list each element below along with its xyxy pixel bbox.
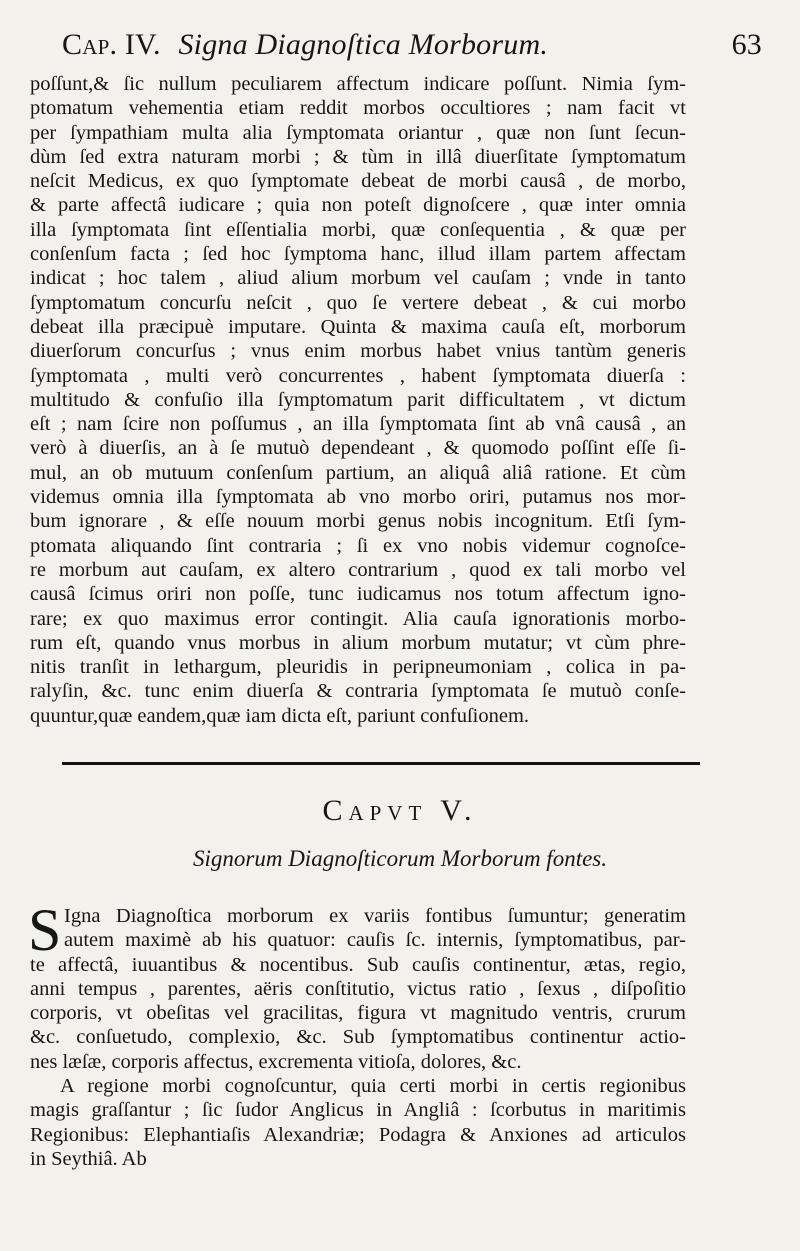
text-line: nitis tranſit in lethargum, pleuridis in peripneumoniam , colica in pa- (30, 656, 686, 679)
text-line: dùm ſed extra naturam morbi ; & tùm in illâ diuerſitate ſymptomatum (30, 145, 686, 168)
text-line: ſymptomata , multi verò concurrentes , habent ſymptomata diuerſa : (30, 364, 686, 387)
text-line: poſſunt,& ſic nullum peculiarem affectum indicare poſſunt. Nimia ſym- (30, 73, 686, 95)
text-line: ptomatum vehementia etiam reddit morbos occultiores ; nam facit vt (30, 97, 686, 120)
section-divider (62, 762, 700, 765)
text-line: & parte affectâ iudicare ; quia non poteſt dignoſcere , quæ inter omnia (30, 194, 686, 217)
text-line: rare; ex quo maximus error contingit. Alia cauſa ignorationis morbo- (30, 607, 686, 630)
text-line: multitudo & confuſio illa ſymptomatum parit difficultatem , vt dictum (30, 388, 686, 411)
text-line: conſenſum facta ; ſed hoc ſymptoma hanc, illud illam partem affectam (30, 243, 686, 266)
text-line: mul, an ob mutuum conſenſum partium, an aliquâ aliâ ratione. Et cùm (30, 461, 686, 484)
text-line: diuerſorum concurſus ; vnus enim morbus habet vnius tantùm generis (30, 340, 686, 363)
text-line: re morbum aut cauſam, ex altero contrarium , quod ex tali morbo vel (30, 558, 686, 581)
text-line: rum eſt, quando vnus morbus in alium morbum mutatur; vt cùm phre- (30, 631, 686, 654)
running-header (62, 22, 762, 72)
section-1-text (30, 72, 686, 728)
text-line: ptomata aliquando ſint contraria ; ſi ex vno nobis videmur cognoſce- (30, 534, 686, 557)
text-line: te affectâ, iuuantibus & nocentibus. Sub cauſis continentur, ætas, regio, (30, 953, 686, 976)
text-line: quuntur,quæ eandem,quæ iam dicta eſt, pariunt confuſionem. (30, 704, 530, 727)
page-number: 63 (731, 28, 762, 61)
text-line: A regione morbi cognoſcuntur, quia certi morbi in certis regionibus (60, 1075, 686, 1098)
text-line: neſcit Medicus, ex quo ſymptomate debeat de morbi causâ , de morbo, (30, 170, 686, 193)
text-line: &c. conſuetudo, complexio, &c. Sub ſymptomatibus continentur actio- (30, 1026, 686, 1049)
text-line: illa ſymptomata ſint eſſentialia morbi, quæ conſequentia , & quæ per (30, 218, 686, 241)
text-line: Igna Diagnoſtica morborum ex variis fontibus ſumuntur; generatim (64, 905, 686, 927)
text-line: autem maximè ab his quatuor: cauſis ſc. internis, ſymptomatibus, par- (64, 929, 686, 952)
running-title: Signa Diagnoſtica Morborum. (178, 28, 549, 61)
text-line: in Seythiâ. Ab (30, 1147, 147, 1170)
text-line: Regionibus: Elephantiaſis Alexandriæ; Podagra & Anxiones ad articulos (30, 1123, 686, 1146)
text-line: corporis, vt obeſitas vel gracilitas, figura vt magnitudo ventris, crurum (30, 1002, 686, 1025)
text-line: ſymptomatum concurſu neſcit , quo ſe vertere debeat , & cui morbo (30, 291, 686, 314)
text-line: per ſympathiam multa alia ſymptomata oriantur , quæ non ſunt ſecun- (30, 121, 686, 144)
text-line: indicat ; hoc talem , aliud alium morbum vel cauſam ; vnde in tanto (30, 267, 686, 290)
text-line: ralyſin, &c. tunc enim diuerſa & contraria ſymptomata ſe mutuò conſe- (30, 680, 686, 703)
text-line: debeat illa præcipuè imputare. Quinta & maxima cauſa eſt, morborum (30, 315, 686, 338)
text-line: videmus omnia illa ſymptomata ab vno morbo oriri, putamus nos mor- (30, 486, 686, 509)
chapter-label: Cap. IV. (62, 28, 161, 61)
text-line: bum ignorare , & eſſe nouum morbi genus nobis incognitum. Etſi ſym- (30, 510, 686, 533)
text-line: magis graſſantur ; ſic ſudor Anglicus in Angliâ : ſcorbutus in maritimis (30, 1099, 686, 1122)
text-line: verò à diuerſis, an à ſe mutuò dependeant , & quomodo poſſint eſſe ſi- (30, 437, 686, 460)
section-2-text (28, 897, 686, 1171)
text-line: anni tempus , parentes, aëris conſtitutio, victus ratio , ſexus , diſpoſitio (30, 977, 686, 1000)
text-line: nes læſæ, corporis affectus, excrementa vitioſa, dolores, &c. (30, 1050, 522, 1073)
chapter-heading: Capvt V. (322, 794, 478, 827)
drop-cap: S (28, 897, 62, 963)
text-line: causâ ſcimus oriri non poſſe, tunc iudicamus nos totum affectum igno- (30, 583, 686, 606)
text-line: eſt ; nam ſcire non poſſumus , an illa ſymptomata ſint ab vnâ causâ , an (30, 413, 686, 436)
chapter-subtitle: Signorum Diagnoſticorum Morborum fontes. (193, 846, 607, 871)
